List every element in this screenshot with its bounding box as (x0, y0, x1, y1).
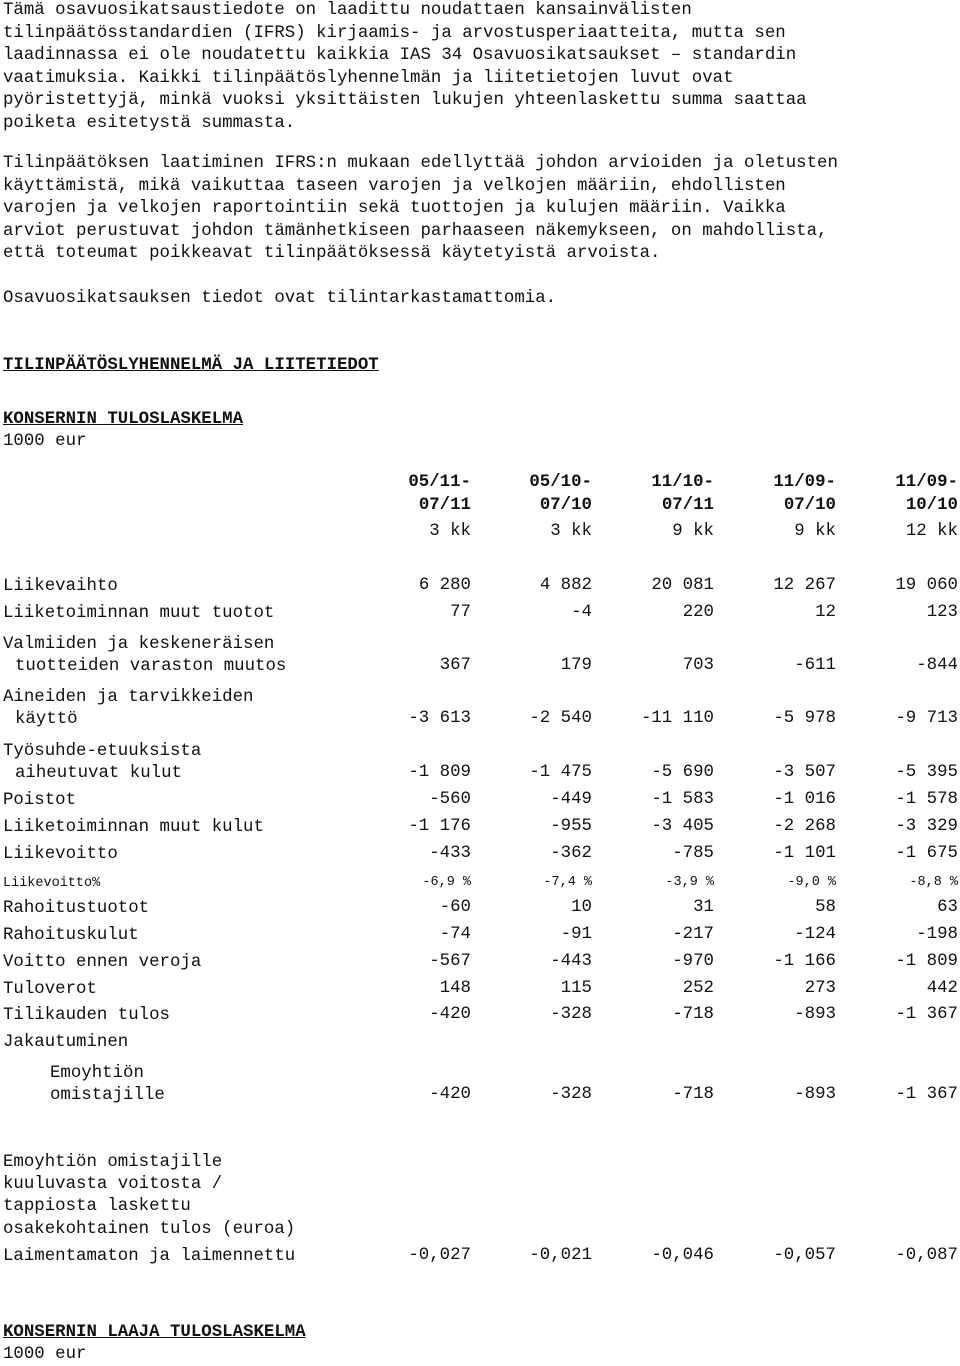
table-cell: -6,9 % (422, 875, 471, 890)
intro-line: tilinpäätösstandardien (IFRS) kirjaamis- ja arvostusperiaatteita, mutta sen (3, 23, 786, 43)
table-cell: -970 (672, 952, 714, 971)
eps-cell: -0,027 (408, 1246, 471, 1265)
table-cell: -5 690 (651, 763, 714, 782)
estimates-line: varojen ja velkojen raportointiin sekä tuottojen ja kulujen määriin. Vaikka (3, 199, 786, 218)
table-cell: 252 (682, 979, 714, 998)
eps-cell: -0,021 (529, 1246, 592, 1265)
row-label: käyttö (15, 710, 78, 729)
row-label: Tilikauden tulos (3, 1006, 170, 1025)
table-cell: -893 (794, 1005, 836, 1024)
table-cell: 442 (926, 979, 958, 998)
row-label: Tuloverot (3, 980, 97, 999)
table-cell: -60 (439, 898, 471, 917)
table-cell: -4 (571, 603, 592, 622)
table-cell: -7,4 % (543, 875, 592, 890)
row-label: Valmiiden ja keskeneräisen (3, 635, 275, 654)
table-cell: -8,8 % (909, 875, 958, 890)
table-cell: 4 882 (539, 576, 592, 595)
row-label: Liikevaihto (3, 577, 118, 596)
table-cell: -1 166 (773, 952, 836, 971)
column-header-start: 11/10- (651, 473, 714, 492)
column-header-start: 11/09- (773, 473, 836, 492)
table-cell: -3 405 (651, 817, 714, 836)
table-cell: -718 (672, 1005, 714, 1024)
table-cell: -1 578 (895, 790, 958, 809)
table-cell: -9,0 % (787, 875, 836, 890)
row-label: Jakautuminen (3, 1033, 129, 1052)
table-cell: 123 (926, 603, 958, 622)
eps-label: Emoyhtiön omistajille (3, 1153, 223, 1172)
column-period: 3 kk (429, 522, 471, 541)
estimates-line: että toteumat poikkeavat tilinpäätöksessä käytetyistä arvoista. (3, 244, 661, 263)
row-label: Työsuhde-etuuksista (3, 742, 202, 761)
intro-line: pyöristettyjä, minkä vuoksi yksittäisten lukujen yhteenlaskettu summa saattaa (3, 91, 807, 110)
table-cell: -1 809 (408, 763, 471, 782)
row-label: Emoyhtiön (50, 1064, 144, 1083)
table-cell: -328 (550, 1085, 592, 1104)
table-cell: 31 (693, 898, 714, 917)
table-cell: -3 507 (773, 763, 836, 782)
eps-label: osakekohtainen tulos (euroa) (3, 1220, 296, 1239)
column-period: 9 kk (672, 522, 714, 541)
table-cell: 220 (682, 603, 714, 622)
row-label: Liikevoitto (3, 845, 118, 864)
table-cell: -718 (672, 1085, 714, 1104)
table-cell: -1 176 (408, 817, 471, 836)
row-label: Rahoituskulut (3, 926, 139, 945)
estimates-line: käyttämistä, mikä vaikuttaa taseen varojen ja velkojen määriin, ehdollisten (3, 176, 786, 196)
table-cell: 148 (439, 979, 471, 998)
column-header-start: 05/11- (408, 473, 471, 492)
column-period: 12 kk (905, 522, 958, 541)
table-cell: -1 367 (895, 1005, 958, 1024)
table-cell: -124 (794, 925, 836, 944)
table-cell: 19 060 (895, 576, 958, 595)
column-period: 3 kk (550, 522, 592, 541)
column-header-end: 07/11 (418, 496, 471, 515)
table-cell: 115 (560, 979, 592, 998)
row-label: Voitto ennen veroja (3, 953, 202, 972)
estimates-paragraph (3, 153, 958, 266)
table-cell: -1 016 (773, 790, 836, 809)
column-header-end: 07/10 (539, 496, 592, 515)
estimates-line: Tilinpäätöksen laatiminen IFRS:n mukaan edellyttää johdon arvioiden ja oletusten (3, 154, 838, 173)
table-cell: -9 713 (895, 709, 958, 728)
table-cell: 6 280 (418, 576, 471, 595)
table-cell: 179 (560, 656, 592, 675)
table-cell: -785 (672, 844, 714, 863)
eps-cell: -0,057 (773, 1246, 836, 1265)
table-cell: 10 (571, 898, 592, 917)
table-cell: -362 (550, 844, 592, 863)
intro-line: Tämä osavuosikatsaustiedote on laadittu noudattaen kansainvälisten (3, 1, 692, 20)
intro-line: vaatimuksia. Kaikki tilinpäätöslyhennelmän ja liitetietojen luvut ovat (3, 68, 734, 88)
table-cell: -3 329 (895, 817, 958, 836)
table-cell: -449 (550, 790, 592, 809)
eps-cell: -0,046 (651, 1246, 714, 1265)
estimates-line: arviot perustuvat johdon tämänhetkiseen parhaaseen näkemykseen, on mahdollista, (3, 221, 828, 241)
section-title: TILINPÄÄTÖSLYHENNELMÄ JA LIITETIEDOT (3, 356, 379, 375)
eps-row-label: Laimentamaton ja laimennettu (3, 1247, 296, 1266)
table-cell: -91 (560, 925, 592, 944)
table-cell: -433 (429, 844, 471, 863)
eps-cell: -0,087 (895, 1246, 958, 1265)
table-cell: -1 101 (773, 844, 836, 863)
table-cell: -567 (429, 952, 471, 971)
table-cell: -2 268 (773, 817, 836, 836)
table-cell: -420 (429, 1085, 471, 1104)
income-statement-unit: 1000 eur (3, 432, 87, 451)
table-cell: -443 (550, 952, 592, 971)
row-label: Aineiden ja tarvikkeiden (3, 688, 254, 707)
comprehensive-unit: 1000 eur (3, 1345, 87, 1364)
table-cell: -217 (672, 925, 714, 944)
table-cell: -2 540 (529, 709, 592, 728)
table-cell: -1 675 (895, 844, 958, 863)
row-label: Liikevoitto% (3, 876, 101, 891)
column-period: 9 kk (794, 522, 836, 541)
intro-line: laadinnassa ei ole noudatettu kaikkia IAS 34 Osavuosikatsaukset – standardin (3, 46, 797, 65)
column-header-end: 07/11 (661, 496, 714, 515)
column-header-start: 05/10- (529, 473, 592, 492)
table-cell: -3 613 (408, 709, 471, 728)
table-cell: 12 267 (773, 576, 836, 595)
row-label: Liiketoiminnan muut tuotot (3, 604, 275, 623)
table-cell: -198 (916, 925, 958, 944)
table-cell: -74 (439, 925, 471, 944)
table-cell: -844 (916, 656, 958, 675)
row-label: tuotteiden varaston muutos (15, 657, 287, 676)
table-cell: -328 (550, 1005, 592, 1024)
table-cell: 58 (815, 898, 836, 917)
table-cell: 77 (450, 603, 471, 622)
table-cell: 367 (439, 656, 471, 675)
column-header-end: 07/10 (783, 496, 836, 515)
table-cell: -560 (429, 790, 471, 809)
column-header-start: 11/09- (895, 473, 958, 492)
table-cell: 703 (682, 656, 714, 675)
column-header-end: 10/10 (905, 496, 958, 515)
eps-label: kuuluvasta voitosta / (3, 1175, 223, 1194)
table-cell: 273 (804, 979, 836, 998)
row-label: Poistot (3, 791, 77, 810)
row-label: Rahoitustuotot (3, 899, 150, 918)
table-cell: -1 583 (651, 790, 714, 809)
table-cell: -893 (794, 1085, 836, 1104)
audit-note: Osavuosikatsauksen tiedot ovat tilintarkastamattomia. (3, 289, 557, 308)
intro-line: poiketa esitetystä summasta. (3, 113, 296, 133)
table-cell: -5 395 (895, 763, 958, 782)
table-cell: -11 110 (640, 709, 714, 728)
table-cell: -3,9 % (665, 875, 714, 890)
table-cell: 63 (937, 898, 958, 917)
table-cell: -1 367 (895, 1085, 958, 1104)
table-cell: -1 475 (529, 763, 592, 782)
table-cell: -611 (794, 656, 836, 675)
row-label: omistajille (50, 1086, 165, 1105)
row-label: Liiketoiminnan muut kulut (3, 818, 264, 837)
table-cell: 12 (815, 603, 836, 622)
comprehensive-title: KONSERNIN LAAJA TULOSLASKELMA (3, 1323, 306, 1342)
intro-paragraph (3, 0, 958, 135)
income-statement-title: KONSERNIN TULOSLASKELMA (3, 410, 244, 429)
row-label: aiheutuvat kulut (15, 764, 182, 783)
table-cell: -420 (429, 1005, 471, 1024)
table-cell: 20 081 (651, 576, 714, 595)
table-cell: -5 978 (773, 709, 836, 728)
eps-label: tappiosta laskettu (3, 1197, 191, 1216)
table-cell: -955 (550, 817, 592, 836)
table-cell: -1 809 (895, 952, 958, 971)
